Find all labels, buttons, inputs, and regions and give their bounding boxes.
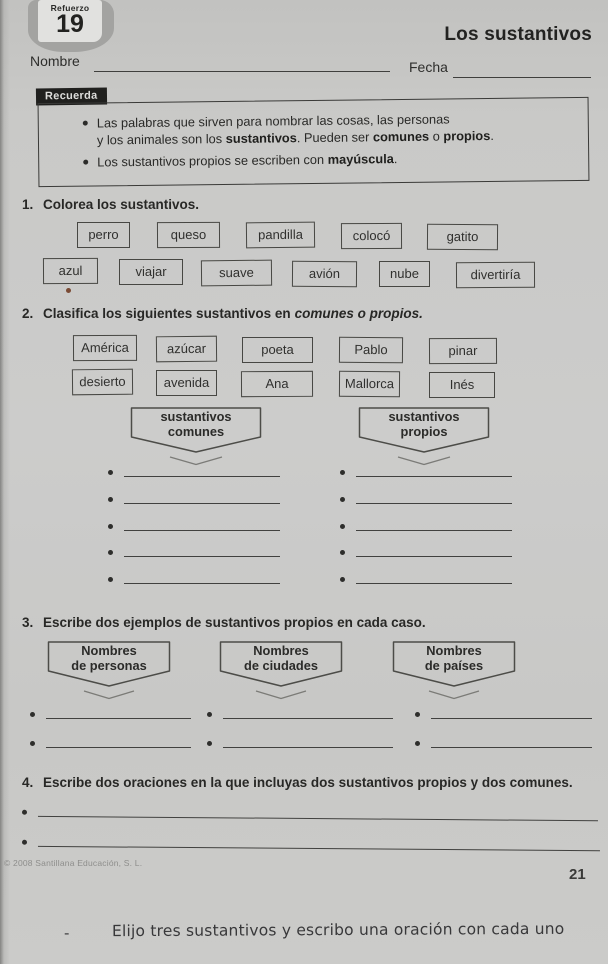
exercise1-heading xyxy=(22,197,199,212)
blank-line xyxy=(356,476,512,477)
blank-line xyxy=(356,583,512,584)
word-box: queso xyxy=(157,222,220,248)
bullet-icon xyxy=(22,840,27,845)
exercise-title: Colorea los sustantivos. xyxy=(43,197,200,212)
exercise3-heading xyxy=(22,615,426,630)
bullet-icon xyxy=(108,470,113,475)
word-box: gatito xyxy=(427,224,498,250)
exercise-title: Escribe dos oraciones en la que incluyas dos sustantivos propios y dos comunes. xyxy=(43,775,573,790)
text-segment: . Pueden ser xyxy=(296,129,374,146)
pennant-ciudades xyxy=(219,640,343,702)
pennant-line1: sustantivos xyxy=(160,409,232,424)
blank-line xyxy=(124,530,280,531)
note-dash: - xyxy=(64,924,70,942)
blank-line xyxy=(356,556,512,557)
word-box: poeta xyxy=(242,337,313,363)
bullet-icon xyxy=(340,577,345,582)
answer-field xyxy=(340,497,512,504)
text-segment: . xyxy=(393,151,398,167)
answer-field xyxy=(22,840,600,852)
answer-field xyxy=(22,810,598,822)
text-segment-bold: propios xyxy=(443,127,491,144)
blank-line xyxy=(124,556,280,557)
pennant-line2: comunes xyxy=(167,424,225,439)
date-label: Fecha xyxy=(409,59,448,75)
bullet-icon xyxy=(340,550,345,555)
pennant-label xyxy=(47,643,171,673)
answer-field xyxy=(108,577,280,584)
pennant-line1: Nombres xyxy=(253,643,309,658)
bullet-icon xyxy=(22,810,27,815)
answer-field xyxy=(108,550,280,557)
answer-field xyxy=(415,712,592,719)
word-box: viajar xyxy=(119,259,183,285)
recuerda-bullet-2 xyxy=(83,148,570,171)
answer-field xyxy=(30,712,191,719)
bullet-icon xyxy=(108,497,113,502)
blank-line xyxy=(124,476,280,477)
answer-field xyxy=(108,470,280,477)
bullet-icon xyxy=(207,712,212,717)
answer-field xyxy=(207,741,393,748)
name-label: Nombre xyxy=(30,53,80,69)
text-segment: Los sustantivos propios se escriben con xyxy=(97,151,328,170)
badge-card xyxy=(38,0,102,42)
answer-field xyxy=(108,524,280,531)
exercise4-heading xyxy=(22,775,573,790)
page-number: 21 xyxy=(569,866,586,883)
pencil-mark xyxy=(66,288,71,293)
pennant-comunes xyxy=(130,406,262,468)
word-box: Inés xyxy=(429,372,495,398)
pennant-label xyxy=(130,409,262,439)
name-blank-line xyxy=(94,71,390,72)
copyright-text: © 2008 Santillana Educación, S. L. xyxy=(4,858,143,868)
pennant-line1: sustantivos xyxy=(388,409,460,424)
handwritten-note: Elijo tres sustantivos y escribo una oración con cada uno xyxy=(111,919,565,941)
word-box: Ana xyxy=(241,371,313,397)
bullet-icon xyxy=(340,524,345,529)
word-box: nube xyxy=(379,261,430,287)
bullet-icon xyxy=(83,121,88,126)
blank-line xyxy=(124,583,280,584)
blank-line xyxy=(124,503,280,504)
answer-field xyxy=(415,741,592,748)
word-box: Pablo xyxy=(339,337,403,363)
exercise-number: 2. xyxy=(22,306,34,321)
answer-field xyxy=(108,497,280,504)
exercise-number: 3. xyxy=(22,615,34,630)
text-segment-bold: mayúscula xyxy=(327,151,394,167)
bullet-icon xyxy=(30,741,35,746)
word-box: suave xyxy=(201,260,272,287)
pennant-personas xyxy=(47,640,171,702)
bullet-icon xyxy=(415,712,420,717)
blank-line xyxy=(38,816,598,821)
recuerda-box xyxy=(38,97,590,187)
exercise-title-italic: comunes o propios. xyxy=(294,306,423,321)
word-box: pinar xyxy=(429,338,497,364)
text-segment-bold: sustantivos xyxy=(225,130,297,146)
badge-label: Refuerzo xyxy=(50,3,90,13)
word-box: azul xyxy=(43,258,98,284)
text-segment-bold: comunes xyxy=(372,128,430,145)
pennant-line1: Nombres xyxy=(81,643,137,658)
bullet-icon xyxy=(30,712,35,717)
answer-field xyxy=(340,550,512,557)
bullet-icon xyxy=(340,497,345,502)
bullet-icon xyxy=(340,470,345,475)
refuerzo-badge xyxy=(26,0,116,56)
recuerda-text-2 xyxy=(97,150,397,170)
pennant-label xyxy=(392,643,516,673)
bullet-icon xyxy=(83,160,88,165)
blank-line xyxy=(223,747,393,748)
bullet-icon xyxy=(108,550,113,555)
pennant-line2: propios xyxy=(400,424,448,439)
pennant-line1: Nombres xyxy=(426,643,482,658)
word-box: desierto xyxy=(72,369,133,396)
blank-line xyxy=(431,747,592,748)
pennant-line2: de personas xyxy=(71,658,147,673)
blank-line xyxy=(46,747,191,748)
word-box: avión xyxy=(292,261,357,287)
exercise-number: 4. xyxy=(22,775,34,790)
answer-field xyxy=(340,577,512,584)
answer-field xyxy=(30,741,191,748)
recuerda-text-1 xyxy=(97,110,494,149)
word-box: América xyxy=(73,335,137,361)
pennant-line2: de países xyxy=(424,658,484,673)
bullet-icon xyxy=(108,577,113,582)
blank-line xyxy=(356,530,512,531)
answer-field xyxy=(340,524,512,531)
blank-line xyxy=(431,718,592,719)
date-blank-line xyxy=(453,77,591,78)
word-box: colocó xyxy=(341,223,402,249)
text-segment: Las palabras que sirven para nombrar las cosas, las personas xyxy=(96,111,450,131)
word-box: avenida xyxy=(156,370,217,396)
page-title: Los sustantivos xyxy=(444,24,592,45)
word-box: pandilla xyxy=(246,222,315,249)
word-box: azúcar xyxy=(156,336,217,363)
badge-number: 19 xyxy=(56,10,84,38)
bullet-icon xyxy=(415,741,420,746)
text-segment: y los animales son los xyxy=(96,130,226,148)
exercise2-heading xyxy=(22,306,423,321)
word-box: divertiría xyxy=(456,262,535,288)
word-box: Mallorca xyxy=(339,371,400,397)
recuerda-bullet-1 xyxy=(83,109,570,149)
pennant-propios xyxy=(358,406,490,468)
blank-line xyxy=(356,503,512,504)
answer-field xyxy=(340,470,512,477)
text-segment: o xyxy=(429,128,444,144)
pennant-line2: de ciudades xyxy=(244,658,318,673)
blank-line xyxy=(46,718,191,719)
exercise-title: Escribe dos ejemplos de sustantivos propios en cada caso. xyxy=(43,615,426,630)
bullet-icon xyxy=(207,741,212,746)
blank-line xyxy=(38,846,600,851)
pennant-label xyxy=(358,409,490,439)
answer-field xyxy=(207,712,393,719)
exercise-title: Clasifica los siguientes sustantivos en xyxy=(43,306,291,321)
blank-line xyxy=(223,718,393,719)
pennant-paises xyxy=(392,640,516,702)
pennant-label xyxy=(219,643,343,673)
text-segment: . xyxy=(490,127,494,143)
bullet-icon xyxy=(108,524,113,529)
word-box: perro xyxy=(77,222,130,248)
recuerda-tab: Recuerda xyxy=(36,88,107,106)
exercise-number: 1. xyxy=(22,197,34,212)
